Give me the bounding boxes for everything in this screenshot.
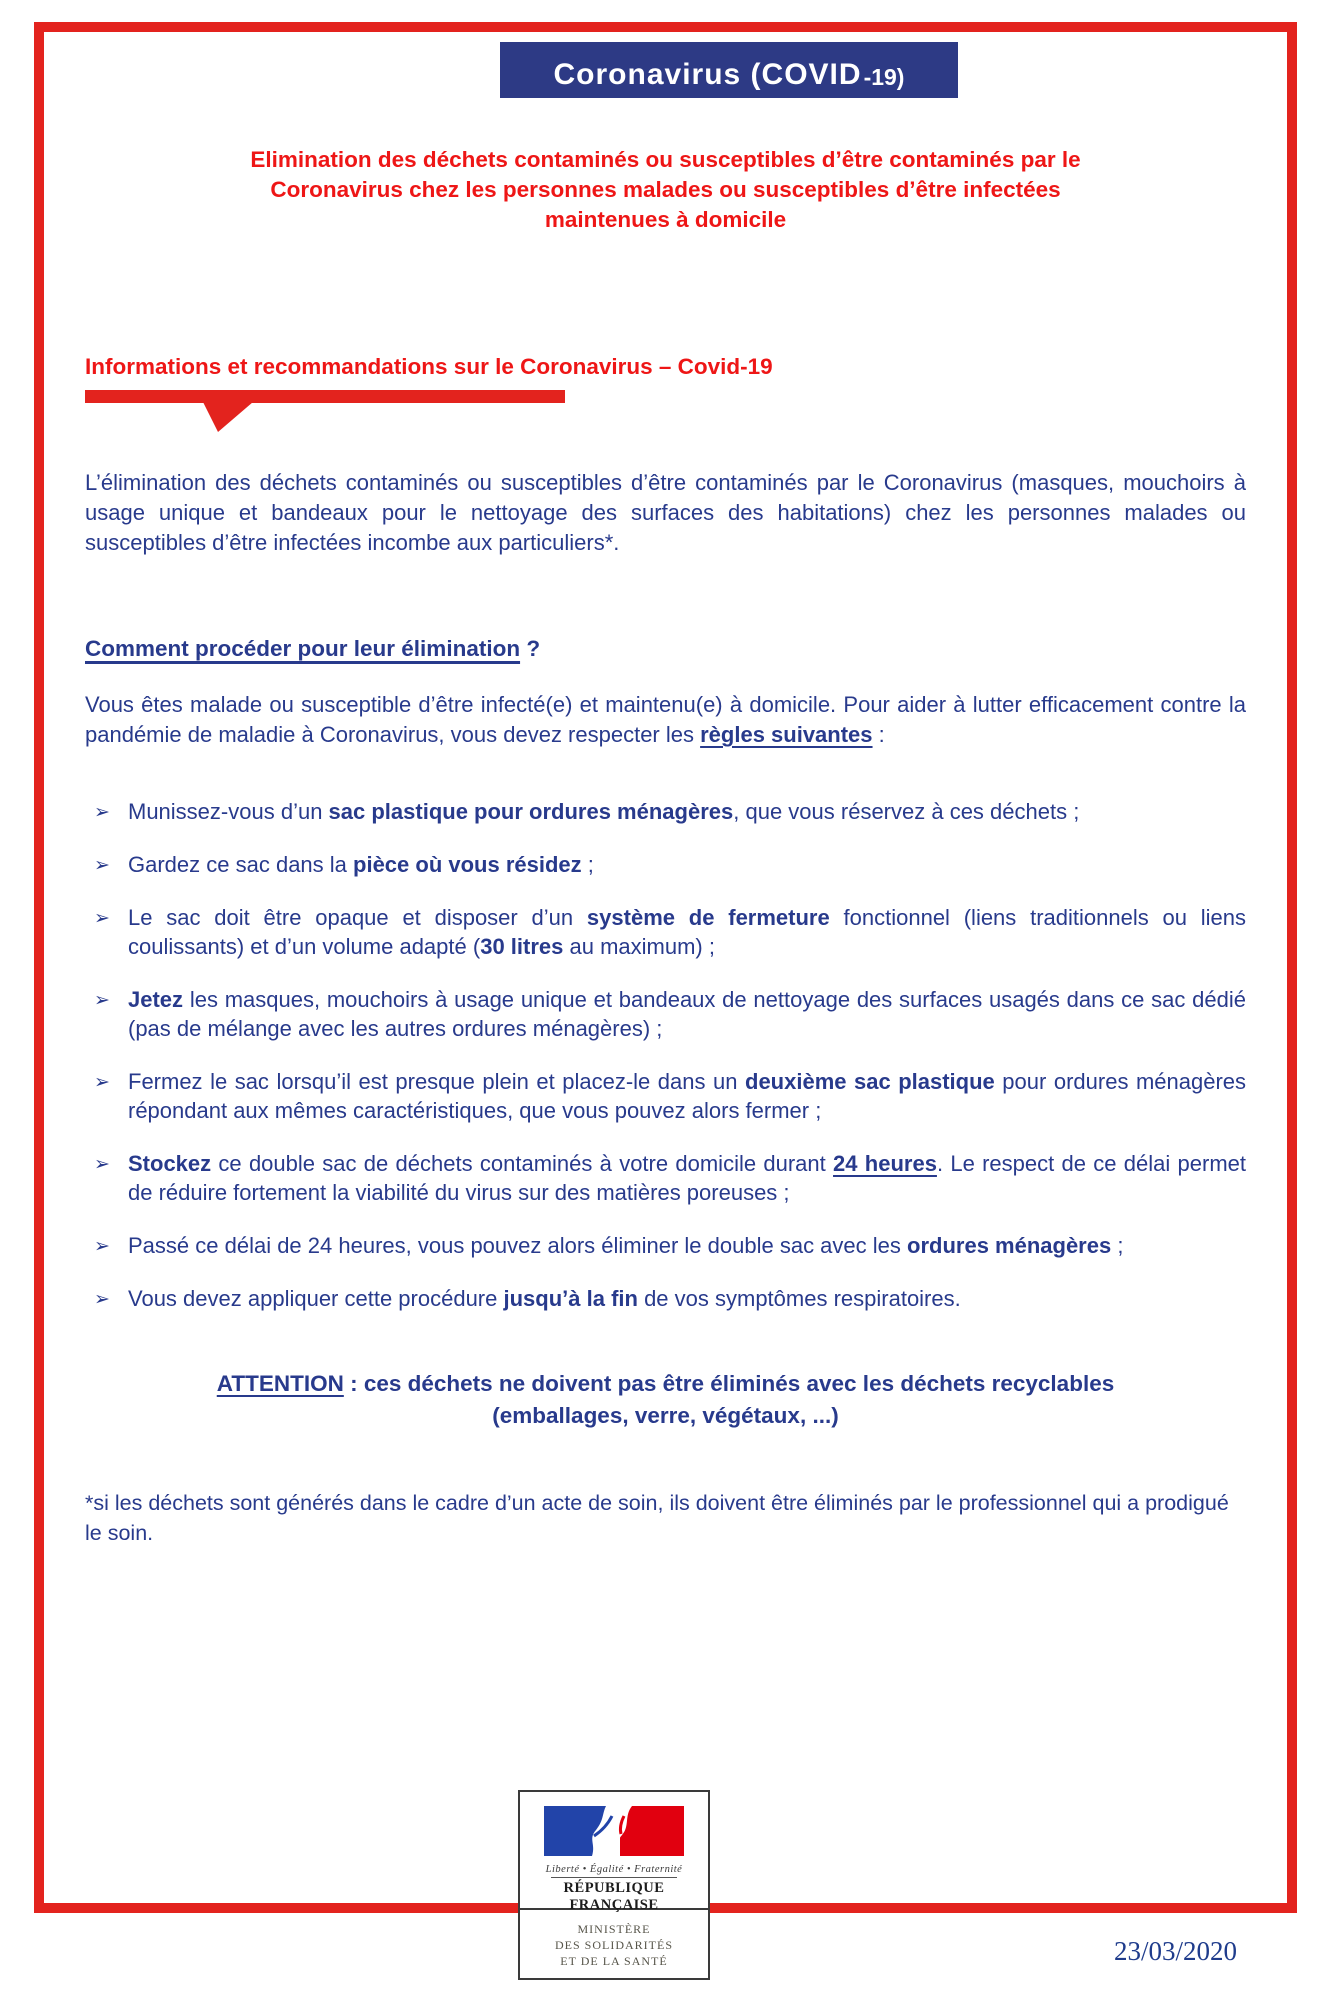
bullet-text: Stockez ce double sac de déchets contaminés à votre domicile durant 24 heures. Le respect de ce délai permet de réduire fortement la viabilité du virus sur des matières poreuses ; bbox=[128, 1151, 1247, 1205]
ministry-name bbox=[520, 1910, 708, 1969]
covid-banner bbox=[500, 42, 958, 98]
footnote: *si les déchets sont générés dans le cadre d’un acte de soin, ils doivent être éliminés par le professionnel qui a prodigué le soin. bbox=[85, 1491, 1229, 1545]
page-title-line-3: maintenues à domicile bbox=[544, 207, 787, 232]
bullet-item-procedure-fin bbox=[85, 1284, 1246, 1313]
french-republic-logo bbox=[518, 1790, 710, 1980]
bullet-item-gardez-sac bbox=[85, 850, 1246, 879]
bullet-text: Passé ce délai de 24 heures, vous pouvez alors éliminer le double sac avec les ordures ménagères ; bbox=[128, 1233, 1124, 1258]
document-body bbox=[44, 32, 1287, 1548]
arrow-bullet-icon: ➢ bbox=[94, 801, 110, 823]
bullet-text: Munissez-vous d’un sac plastique pour ordures ménagères, que vous réservez à ces déchets ; bbox=[128, 799, 1080, 824]
ministry-line-3: ET DE LA SANTÉ bbox=[560, 1954, 668, 1968]
arrow-bullet-icon: ➢ bbox=[94, 989, 110, 1011]
bullet-item-sac-plastique bbox=[85, 797, 1246, 826]
bullet-item-passe-delai bbox=[85, 1231, 1246, 1260]
speech-underline-tail bbox=[203, 402, 253, 432]
bullet-item-stockez bbox=[85, 1149, 1246, 1207]
bullet-text: Vous devez appliquer cette procédure jusqu’à la fin de vos symptômes respiratoires. bbox=[128, 1286, 961, 1311]
bullet-text: Gardez ce sac dans la pièce où vous résidez ; bbox=[128, 852, 594, 877]
attention-line-2: (emballages, verre, végétaux, ...) bbox=[492, 1403, 839, 1428]
arrow-bullet-icon: ➢ bbox=[94, 1071, 110, 1093]
republic-name: RÉPUBLIQUE FRANÇAISE bbox=[563, 1880, 665, 1913]
bullet-item-sac-opaque bbox=[85, 903, 1246, 961]
attention-note bbox=[85, 1368, 1246, 1432]
page-title-line-1: Elimination des déchets contaminés ou susceptibles d’être contaminés par le bbox=[250, 147, 1081, 172]
arrow-bullet-icon: ➢ bbox=[94, 907, 110, 929]
ministry-line-1: MINISTÈRE bbox=[577, 1922, 651, 1936]
bullet-text: Fermez le sac lorsqu’il est presque plein et placez-le dans un deuxième sac plastique pour ordures ménagères répondant aux mêmes caractéristiques, que vous pouvez alors fermer ; bbox=[128, 1069, 1247, 1123]
arrow-bullet-icon: ➢ bbox=[94, 1235, 110, 1257]
page-title bbox=[85, 145, 1246, 235]
bullet-item-fermez bbox=[85, 1067, 1246, 1125]
ministry-line-2: DES SOLIDARITÉS bbox=[554, 1938, 673, 1952]
motto-divider bbox=[551, 1877, 677, 1878]
bullet-text: Le sac doit être opaque et disposer d’un système de fermeture fonctionnel (liens traditionnels ou liens coulissants) et d’un volume adapté (30 litres au maximum) ; bbox=[128, 905, 1247, 959]
document-date: 23/03/2020 bbox=[1113, 1936, 1237, 1966]
bullet-item-jetez bbox=[85, 985, 1246, 1043]
how-to-heading bbox=[85, 636, 1246, 662]
banner-title-suffix: -19) bbox=[863, 64, 905, 90]
section-heading-informations: Informations et recommandations sur le Coronavirus – Covid-19 bbox=[85, 354, 773, 379]
how-to-heading-question-mark: ? bbox=[520, 636, 541, 661]
speech-underline-bar bbox=[85, 390, 565, 403]
attention-line-1: ATTENTION : ces déchets ne doivent pas être éliminés avec les déchets recyclables bbox=[216, 1371, 1115, 1396]
arrow-bullet-icon: ➢ bbox=[94, 1153, 110, 1175]
arrow-bullet-icon: ➢ bbox=[94, 1288, 110, 1310]
intro-paragraph: L’élimination des déchets contaminés ou susceptibles d’être contaminés par le Coronavirus (masques, mouchoirs à usage unique et bandeaux pour le nettoyage des surfaces des habitations) chez les personnes malades ou susceptibles d’être infectées incombe aux particuliers*. bbox=[85, 470, 1246, 555]
french-flag-icon bbox=[544, 1806, 684, 1856]
banner-title: Coronavirus (COVID bbox=[553, 58, 862, 91]
bullet-text: Jetez les masques, mouchoirs à usage unique et bandeaux de nettoyage des surfaces usagés dans ce sac dédié (pas de mélange avec les autres ordures ménagères) ; bbox=[128, 987, 1246, 1041]
how-to-heading-text: Comment procéder pour leur élimination bbox=[85, 636, 521, 661]
page-title-line-2: Coronavirus chez les personnes malades ou susceptibles d’être infectées bbox=[270, 177, 1061, 202]
rules-intro-paragraph: Vous êtes malade ou susceptible d’être infecté(e) et maintenu(e) à domicile. Pour aider à lutter efficacement contre la pandémie de maladie à Coronavirus, vous devez respecter les règles suivantes : bbox=[85, 692, 1246, 747]
republic-motto: Liberté • Égalité • Fraternité bbox=[545, 1864, 683, 1875]
arrow-bullet-icon: ➢ bbox=[94, 854, 110, 876]
republic-logo-top bbox=[520, 1792, 708, 1913]
rules-bullet-list bbox=[85, 797, 1246, 1313]
